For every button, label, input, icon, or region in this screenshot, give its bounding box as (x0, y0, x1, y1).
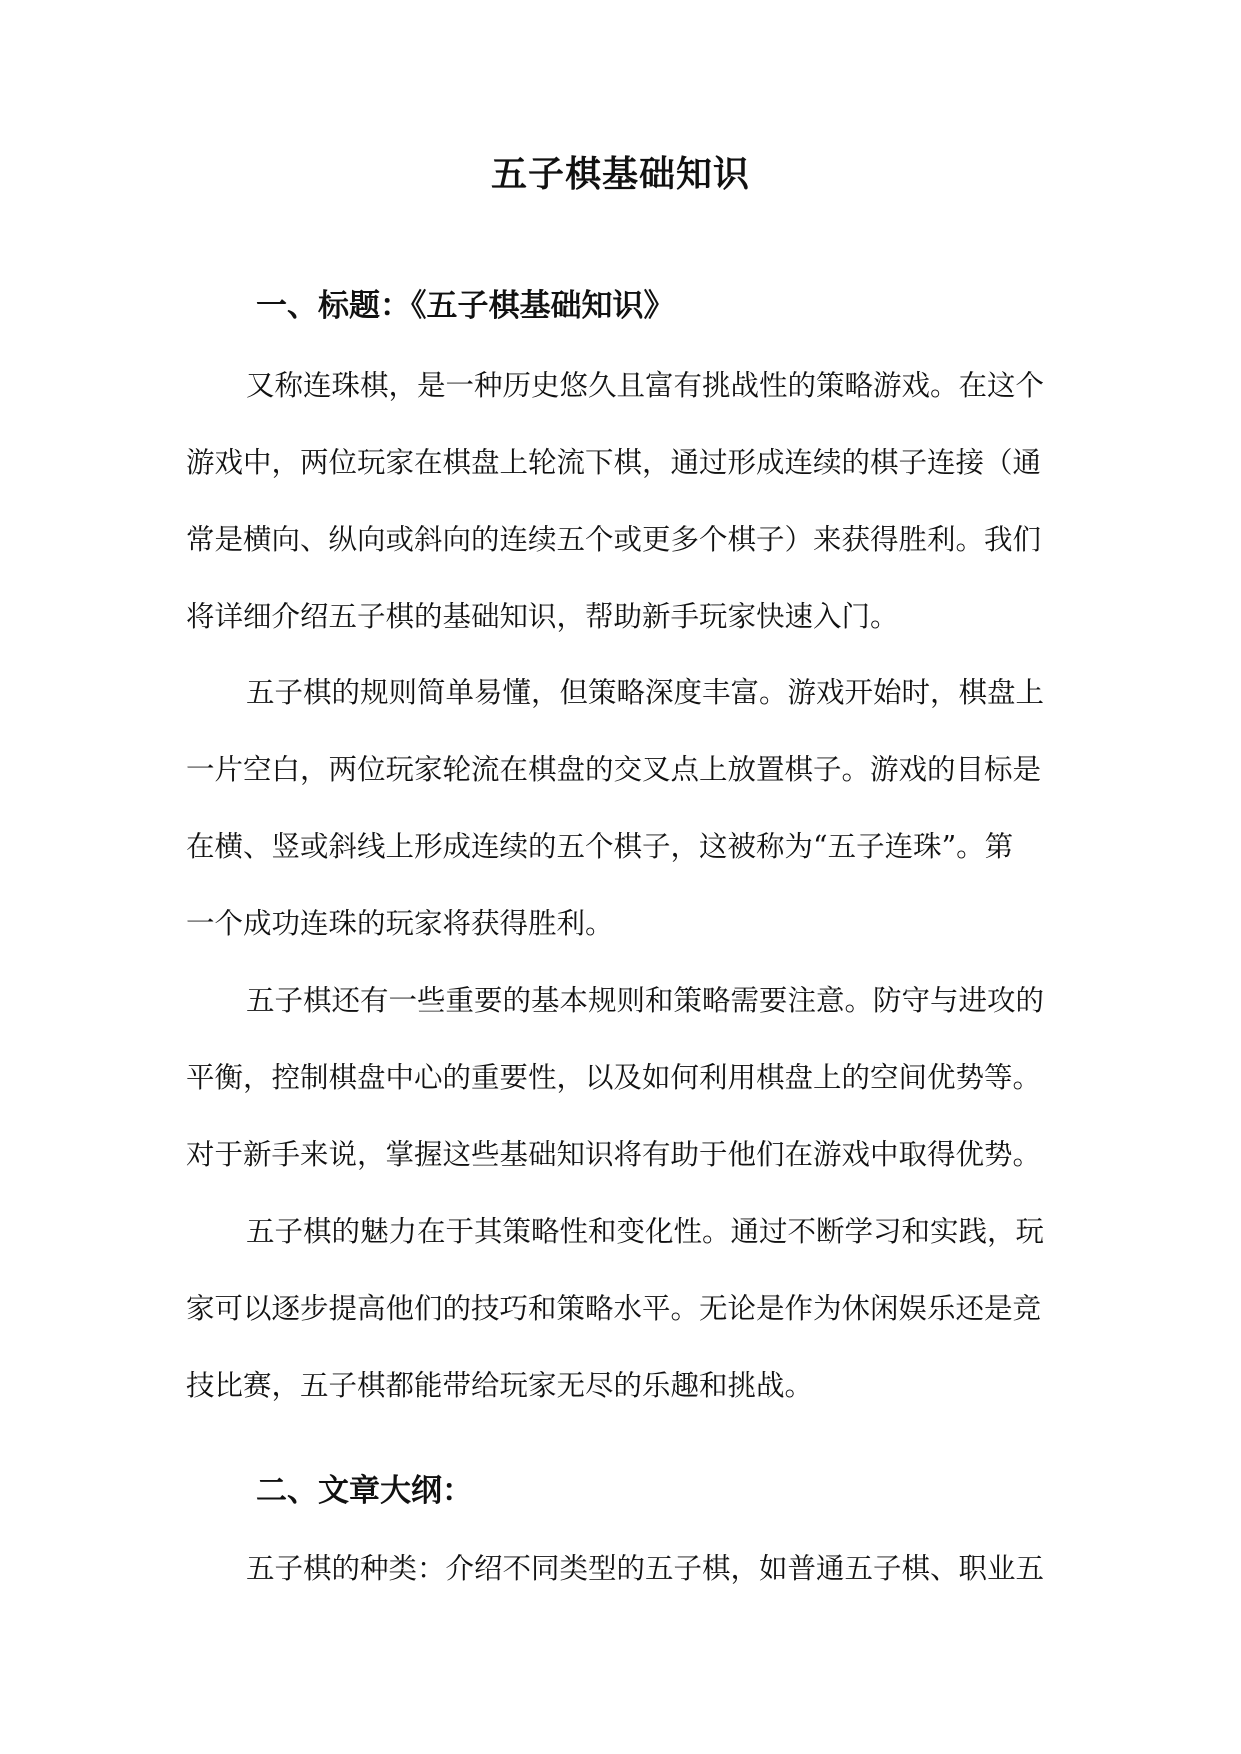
paragraph-line: 将详细介绍五子棋的基础知识，帮助新手玩家快速入门。 (186, 600, 899, 633)
section-heading-2: 二、文章大纲： (256, 1473, 473, 1509)
paragraph-line: 一片空白，两位玩家轮流在棋盘的交叉点上放置棋子。游戏的目标是 (186, 753, 1042, 786)
paragraph-line: 一个成功连珠的玩家将获得胜利。 (186, 907, 614, 940)
paragraph-5 (186, 1530, 1066, 1607)
paragraph-4 (186, 1193, 1066, 1424)
document-title: 五子棋基础知识 (490, 153, 750, 195)
paragraph-1 (186, 347, 1066, 655)
paragraph-line: 游戏中，两位玩家在棋盘上轮流下棋，通过形成连续的棋子连接（通 (186, 446, 1042, 479)
paragraph-line: 在横、竖或斜线上形成连续的五个棋子，这被称为“五子连珠”。第 (186, 830, 1014, 863)
paragraph-line: 常是横向、纵向或斜向的连续五个或更多个棋子）来获得胜利。我们 (186, 523, 1042, 556)
paragraph-line: 平衡，控制棋盘中心的重要性，以及如何利用棋盘上的空间优势等。 (186, 1061, 1042, 1094)
paragraph-line: 五子棋的规则简单易懂，但策略深度丰富。游戏开始时，棋盘上 (246, 676, 1045, 709)
paragraph-line: 家可以逐步提高他们的技巧和策略水平。无论是作为休闲娱乐还是竞 (186, 1292, 1042, 1325)
paragraph-3 (186, 962, 1066, 1193)
paragraph-line: 五子棋的种类：介绍不同类型的五子棋，如普通五子棋、职业五 (246, 1552, 1045, 1585)
paragraph-line: 对于新手来说，掌握这些基础知识将有助于他们在游戏中取得优势。 (186, 1138, 1042, 1171)
paragraph-line: 五子棋的魅力在于其策略性和变化性。通过不断学习和实践，玩 (246, 1215, 1045, 1248)
paragraph-line: 五子棋还有一些重要的基本规则和策略需要注意。防守与进攻的 (246, 984, 1045, 1017)
paragraph-line: 技比赛，五子棋都能带给玩家无尽的乐趣和挑战。 (186, 1369, 814, 1402)
paragraph-2 (186, 654, 1066, 962)
section-heading-1: 一、标题：《五子棋基础知识》 (256, 288, 675, 324)
paragraph-line: 又称连珠棋，是一种历史悠久且富有挑战性的策略游戏。在这个 (246, 369, 1045, 402)
